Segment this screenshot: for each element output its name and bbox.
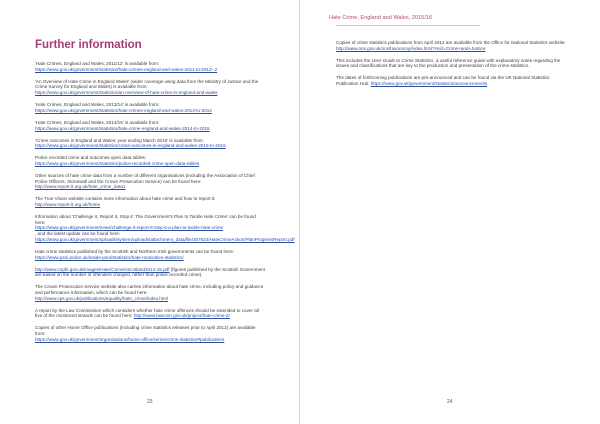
paragraph-text: Copies of crime statistics publications from April 2012 are available from the Office for National Statistics website: (336, 40, 566, 45)
info-paragraph (35, 102, 265, 113)
right-page (300, 0, 600, 424)
paragraph-text: This includes the (336, 57, 372, 63)
hyperlink[interactable]: https://www.gov.uk/government/statistics/an-overview-of-hate-crime-in-england-and-wales (35, 90, 218, 96)
hyperlink[interactable]: http://www.report-it.org.uk/hate_crime_data1 (35, 184, 126, 190)
info-paragraph (35, 267, 265, 278)
paragraph-text: The Crown Prosecution Service website also carries information about hate crime, including policy and guidance and performance information, which can be found here: (35, 284, 264, 295)
running-header: Hate Crime, England and Wales, 2015/16 (328, 15, 432, 21)
paragraph-text: A report by the Law Commission which considers whether hate crime offences should be extended to cover all five of the monitored strands can be found here: (35, 307, 259, 319)
info-paragraph (35, 61, 265, 72)
paragraph-text: The dates of forthcoming publications are pre-announced and can be found via the UK National Statistics Publication Hub: (336, 75, 550, 87)
paragraph-text: 'Hate Crimes, England and Wales, 2014/15' is available from: (35, 119, 160, 125)
right-page-content (336, 40, 568, 93)
hyperlink[interactable]: https://www.psni.police.uk/inside-psni/Statistics/hate-motivation-statistics/ (35, 254, 184, 260)
hyperlink[interactable]: http://www.lawcom.gov.uk/project/hate-crime-2/ (133, 313, 230, 319)
info-paragraph (336, 40, 568, 51)
paragraph-text: Information about 'Challenge it, Report it, Stop it: The Government's Plan to Tackle Hate Crime' can be found here: (35, 214, 256, 225)
hyperlink[interactable]: https://www.gov.uk/government/news/challenge-it-report-it-stop-it-a-plan-to-tackle-hate-crime (35, 225, 224, 231)
hyperlink[interactable]: https://www.gov.uk/government/statistics/announcements (370, 81, 488, 87)
paragraph-text: 'Crime outcomes in England and Wales: year ending March 2016' is available from: (35, 137, 204, 143)
paragraph-text: Police recorded crime and outcomes open data tables: (35, 155, 147, 161)
paragraph-text: , a useful reference guide with explanatory notes regarding the issues and classifications that are key to the production and presentation of the crime statistics. (336, 57, 561, 69)
paragraph-text: The True Vision website contains more information about hate crime and how to report it: (35, 196, 216, 202)
info-paragraph (35, 325, 265, 342)
hyperlink[interactable]: https://www.gov.uk/government/statistics/police-recorded-crime-open-data-tables (35, 160, 200, 166)
header-rule (336, 25, 480, 26)
info-paragraph (35, 249, 265, 260)
paragraph-text: 'An Overview of Hate Crime in England Wales' (wider coverage using data from the Ministry of Justice and the Crime Survey for England and Wales) is available from: (35, 78, 259, 90)
paragraph-text: (figures published by the Scottish Government are based on the number of offenders charged, rather than police recorded crime). (35, 266, 265, 278)
left-page-content (35, 61, 295, 349)
paragraph-text: 'Hate Crimes, England and Wales, 2013/14' is available from: (35, 102, 160, 108)
info-paragraph (336, 75, 568, 86)
info-paragraph (35, 196, 265, 207)
info-paragraph (35, 284, 265, 301)
hyperlink[interactable]: https://www.gov.uk/government/organisations/home-office/series/crime-statistics#publications (35, 336, 225, 342)
info-paragraph (336, 58, 568, 69)
hyperlink[interactable]: http://www.report-it.org.uk/home (35, 202, 101, 208)
paragraph-text: Hate crime statistics published by the Scottish and Northern Irish governments can be found here: (35, 248, 234, 254)
page-number: 24 (447, 399, 453, 405)
hyperlink[interactable]: https://www.gov.uk/government/statistics/hate-crime-england-and-wales-2014-to-2015 (35, 125, 210, 131)
page-number: 23 (147, 399, 153, 405)
paragraph-text: Copies of other Home Office publications (including crime statistics releases prior to April 2012) are available from: (35, 325, 256, 337)
section-heading: Further information (35, 39, 142, 51)
info-paragraph (35, 155, 265, 166)
hyperlink[interactable]: https://www.gov.uk/government/uploads/system/uploads/attachment_data/file/307624/HateCrimeAction/PlanProgressReport.pdf (35, 236, 295, 242)
paragraph-text: 'Hate Crimes, England and Wales, 2011/12' is available from: (35, 61, 160, 66)
paragraph-text: , and the latest update can be found here: (35, 231, 121, 237)
paragraph-text: User Guide to Crime Statistics (371, 57, 434, 63)
info-paragraph (35, 173, 265, 190)
hyperlink[interactable]: https://www.gov.uk/government/statistics/hate-crimes-england-and-wales-2013-to-2014 (35, 107, 212, 113)
hyperlink[interactable]: https://www.gov.uk/government/statistics/crime-outcomes-in-england-and-wales-2015-to-2016 (35, 143, 226, 149)
info-paragraph (35, 79, 265, 96)
hyperlink[interactable]: https://www.gov.uk/government/statistics/hate-crimes-england-and-wales-2011-to-2012--2 (35, 66, 218, 72)
paragraph-text: Other sources of hate crime data from a number of different organisations (including the Association of Chief Police Officers, Stonewall and the Crown Prosecution Service) can be found here: (35, 172, 255, 184)
info-paragraph (35, 120, 265, 131)
hyperlink[interactable]: http://www.cps.gov.uk/publications/equality/hate_crime/index.html (35, 295, 168, 301)
hyperlink[interactable]: http://www.ons.gov.uk/ons/taxonomy/index.html?nscl=Crime+and+Justice (336, 45, 486, 51)
hyperlink[interactable]: http://www.copfs.gov.uk/images/Hate/CrimeinScotland2014-15.pdf (35, 266, 170, 272)
info-paragraph (35, 308, 265, 319)
info-paragraph (35, 214, 295, 243)
info-paragraph (35, 138, 265, 149)
